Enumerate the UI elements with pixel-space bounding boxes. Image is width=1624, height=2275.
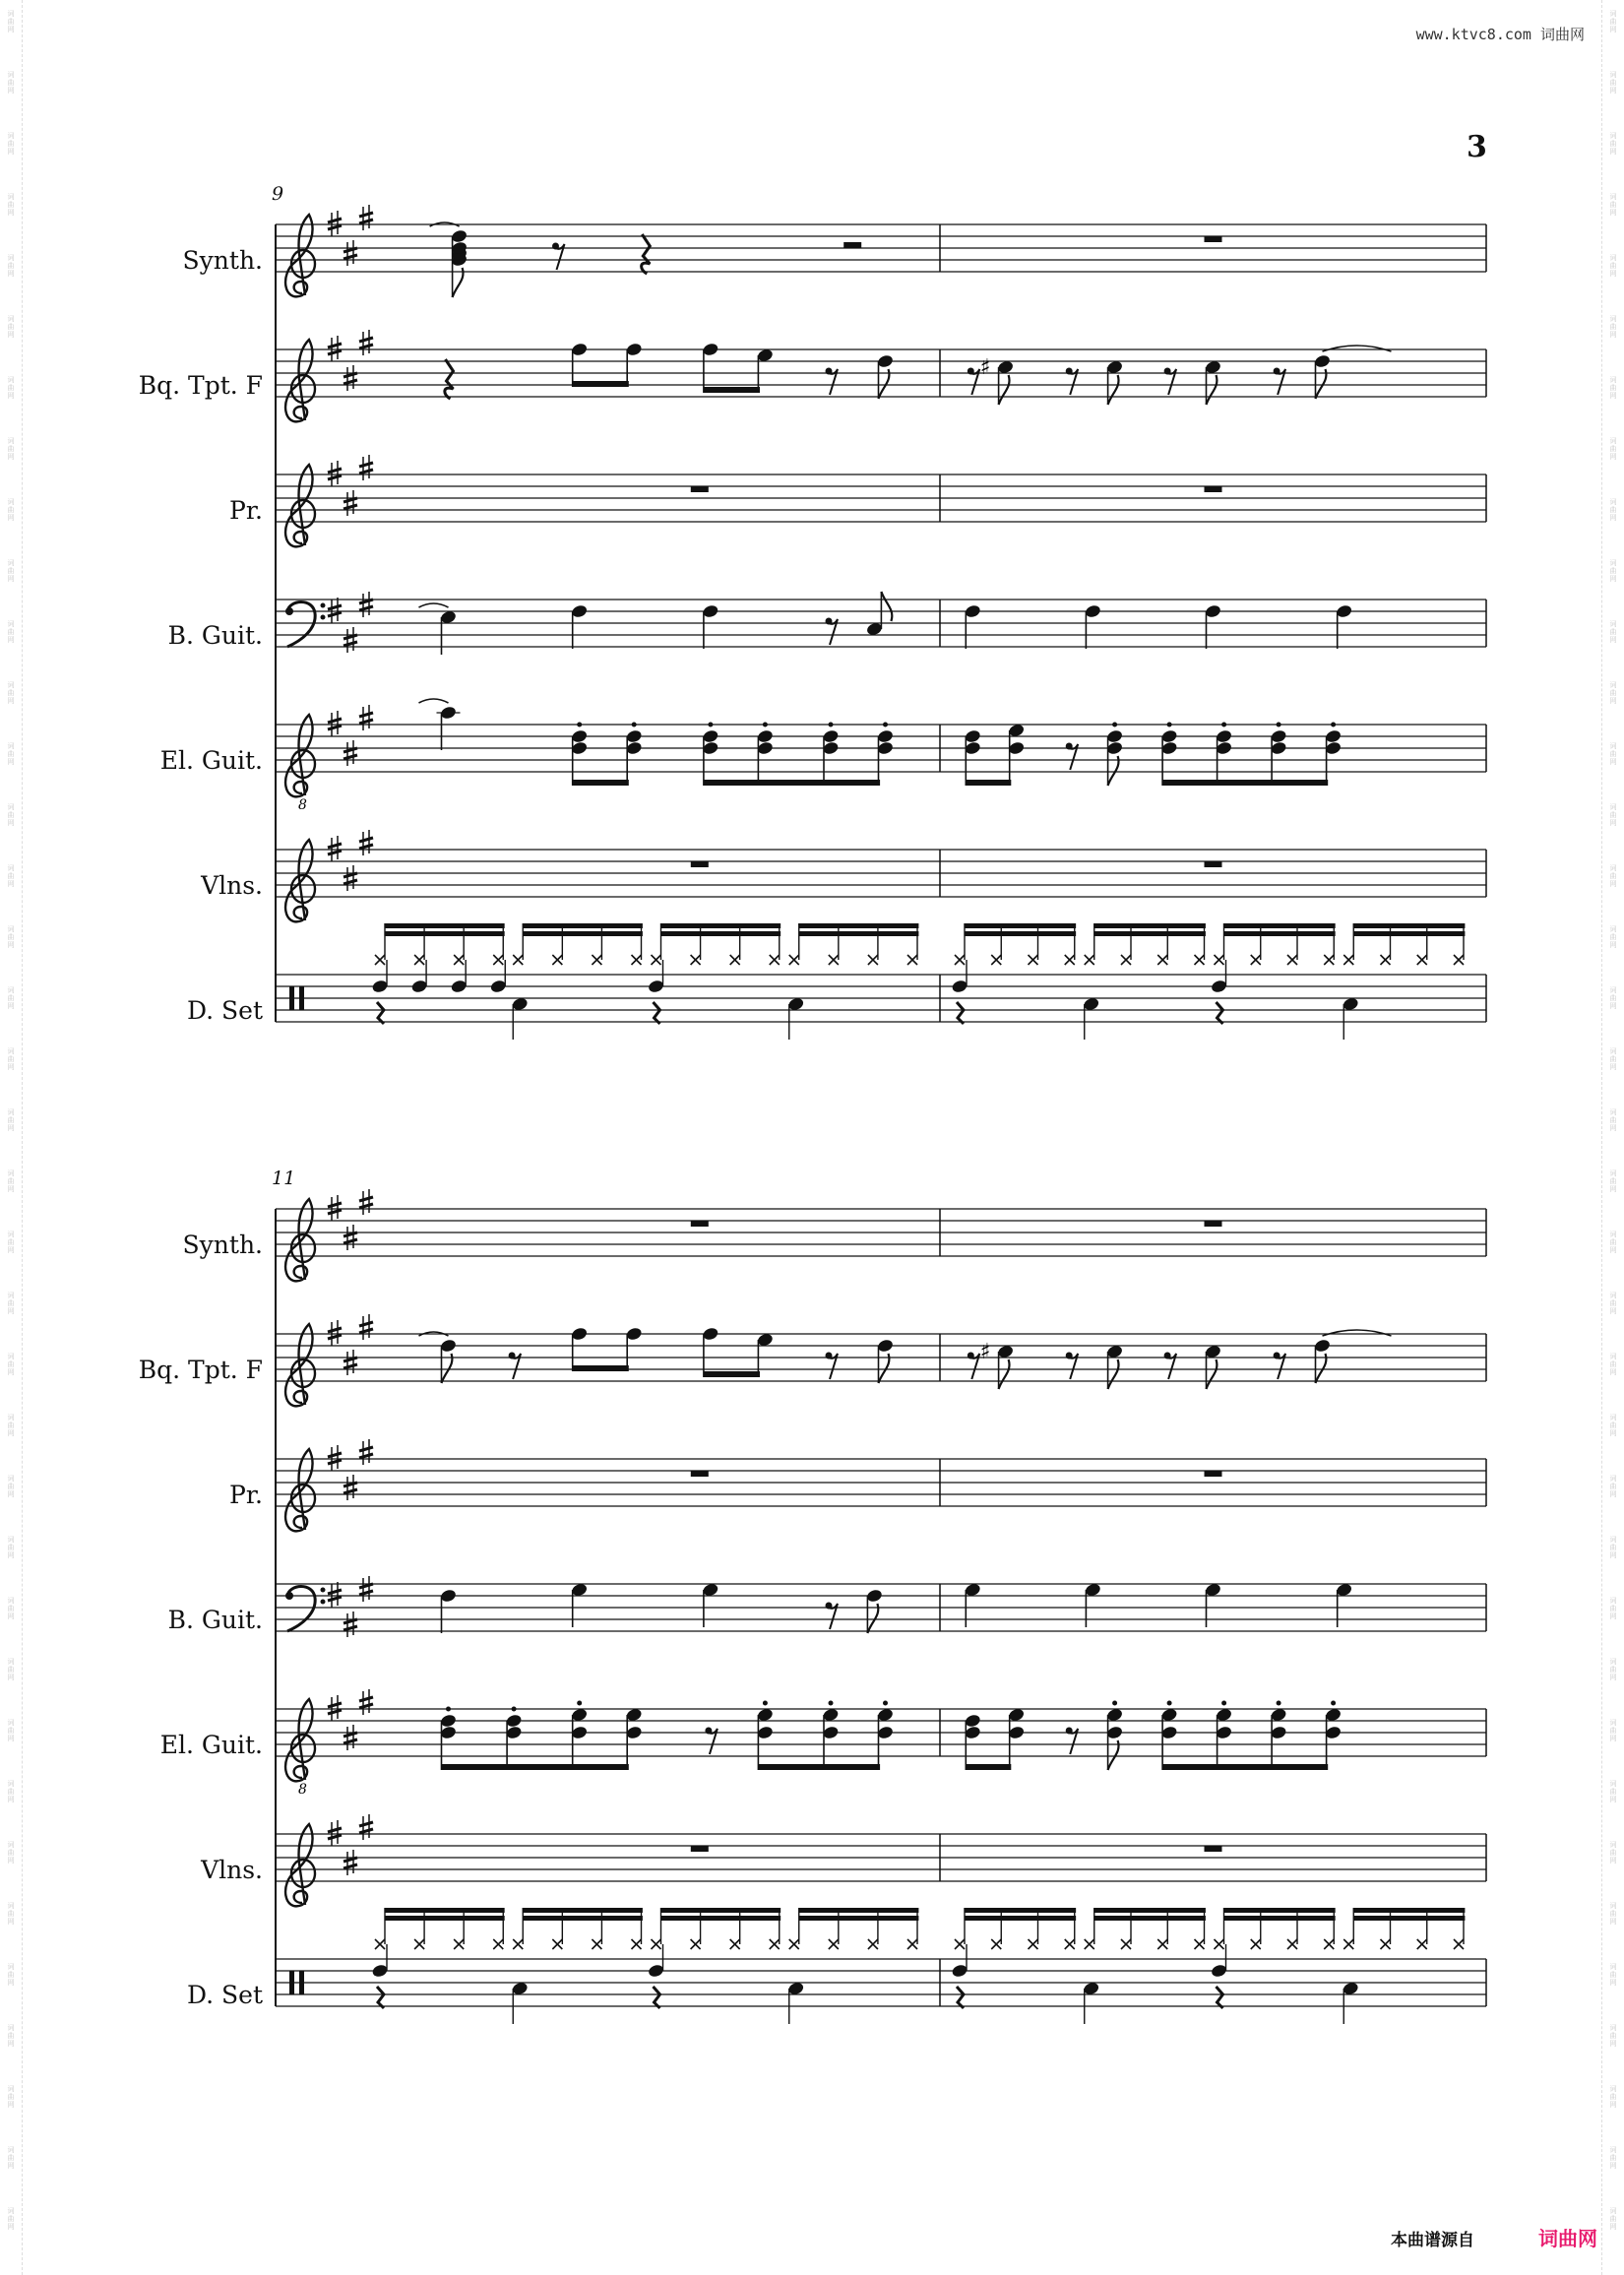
watermark-mark: 词 曲 网 [1609,315,1617,339]
staff-pr [0,474,1624,583]
chord [702,723,719,787]
note [702,1582,719,1627]
key-signature [328,1689,373,1750]
staff-b-guit [0,600,1624,708]
chord [756,723,774,787]
rest-8 [826,618,839,646]
beam [573,1365,629,1371]
key-signature [328,455,373,516]
watermark-mark: 词 曲 网 [7,193,15,217]
watermark-mark: 词 曲 网 [1609,1536,1617,1559]
rest-8 [1274,368,1286,396]
chord [756,1701,774,1771]
beam [704,1371,760,1377]
treble-clef-icon [285,1199,315,1281]
bass-clef-icon [285,602,326,648]
note [571,1326,589,1371]
rest-8 [1066,743,1079,771]
rest-1 [691,1221,709,1227]
watermark-mark: 词 曲 网 [7,620,15,644]
rest-1 [691,861,709,867]
footer-source-text: 本曲谱源自 [1391,2231,1474,2250]
instrument-label: Pr. [229,1481,263,1509]
key-signature [328,830,373,891]
rest-1 [1205,1846,1222,1852]
instrument-label: Vlns. [201,871,263,900]
staff-bq-tpt-f [0,1334,1624,1442]
rest-1 [1205,1471,1222,1477]
beam [1162,1764,1328,1770]
chord [625,723,643,787]
watermark-mark: 词 曲 网 [1609,864,1617,888]
staff-el-guit [0,725,1624,833]
watermark-mark: 词 曲 网 [7,376,15,400]
watermark-mark: 词 曲 网 [7,1475,15,1498]
chord [571,1701,589,1771]
watermark-mark: 词 曲 网 [1609,1108,1617,1132]
treble-clef-icon [285,1824,315,1906]
bass-clef-icon [285,1587,326,1632]
watermark-mark: 词 曲 网 [1609,620,1617,644]
watermark-mark: 词 曲 网 [1609,559,1617,583]
watermark-mark: 词 曲 网 [1609,1475,1617,1498]
staff-notation [0,1834,1624,1893]
watermark-mark: 词 曲 网 [1609,1963,1617,1987]
note [1205,603,1222,649]
chord [1160,1701,1178,1771]
watermark-mark: 词 曲 网 [7,10,15,33]
watermark-mark: 词 曲 网 [1609,2085,1617,2109]
watermark-mark: 词 曲 网 [7,1292,15,1315]
watermark-mark: 词 曲 网 [7,2085,15,2109]
rest-8 [1164,368,1177,396]
watermark-mark: 词 曲 网 [7,132,15,156]
staff-pr [0,1459,1624,1567]
watermark-mark: 词 曲 网 [1609,2024,1617,2048]
instrument-label: Bq. Tpt. F [138,1356,263,1384]
note [1084,603,1101,649]
note [702,603,719,649]
treble-clef-icon [285,1324,315,1406]
chord [877,1701,895,1771]
beam [573,381,629,387]
note [571,342,589,387]
svg-text:♯: ♯ [979,355,991,380]
watermark-mark: 词 曲 网 [1609,1353,1617,1376]
instrument-label: D. Set [186,1981,263,2009]
watermark-mark: 词 曲 网 [7,1597,15,1620]
rest-8 [826,1603,839,1630]
chord [1160,723,1178,787]
chord [1008,1707,1026,1770]
watermark-mark: 词 曲 网 [1609,1597,1617,1620]
instrument-label: Bq. Tpt. F [138,371,263,400]
rest-2 [843,242,861,248]
system-bracket [275,224,277,1022]
key-signature [328,1576,373,1637]
watermark-mark: 词 曲 网 [1609,1231,1617,1254]
chord [1008,723,1026,786]
watermark-mark: 词 曲 网 [1609,193,1617,217]
watermark-mark: 词 曲 网 [7,1719,15,1742]
staff-d-set [0,975,1624,1083]
rest-8 [826,368,839,396]
watermark-mark: 词 曲 网 [7,2146,15,2170]
chord [822,1701,840,1771]
staff-synth [0,224,1624,333]
instrument-label: El. Guit. [159,1731,263,1759]
instrument-label: Vlns. [201,1856,263,1884]
key-signature [328,705,373,766]
note [440,1588,458,1633]
instrument-label: Pr. [229,496,263,525]
rest-8 [1066,1353,1079,1380]
watermark-mark: 词 曲 网 [7,864,15,888]
watermark-mark: 词 曲 网 [1609,681,1617,705]
watermark-mark: 词 曲 网 [7,1353,15,1376]
treble-clef-icon [285,465,315,546]
watermark-mark: 词 曲 网 [7,925,15,949]
rest-1 [1205,861,1222,867]
watermark-mark: 词 曲 网 [1609,1902,1617,1926]
watermark-mark: 词 曲 网 [1609,1292,1617,1315]
instrument-label: B. Guit. [167,621,263,650]
watermark-mark: 词 曲 网 [7,1108,15,1132]
rest-8 [1164,1353,1177,1380]
watermark-mark: 词 曲 网 [7,1963,15,1987]
staff-notation [0,1334,1624,1393]
watermark-mark: 词 曲 网 [7,742,15,766]
rest-8 [1066,1728,1079,1755]
watermark-mark: 词 曲 网 [7,1902,15,1926]
header-url: www.ktvc8.com 词曲网 [1415,26,1585,43]
staff-notation [0,1459,1624,1518]
watermark-mark: 词 曲 网 [1609,986,1617,1010]
staff-d-set [0,1959,1624,2067]
watermark-mark: 词 曲 网 [1609,925,1617,949]
treble-clef-icon [285,1449,315,1531]
note [625,342,643,387]
instrument-label: El. Guit. [159,746,263,775]
note [1106,359,1124,405]
chord [877,723,895,787]
chord [1270,723,1287,787]
staff-b-guit [0,1584,1624,1692]
note [1336,603,1353,649]
rest-8 [552,243,565,271]
key-signature [328,1189,373,1250]
staff-el-guit [0,1709,1624,1817]
note [1336,1582,1353,1627]
watermark-mark: 词 曲 网 [1609,132,1617,156]
staff-notation [0,474,1624,534]
rest-1 [1205,236,1222,242]
staff-notation [0,725,1624,813]
note [877,1338,895,1383]
staff-notation [0,975,1624,1034]
chord [1106,723,1124,787]
note [1205,359,1222,405]
watermark-mark: 词 曲 网 [7,498,15,522]
beam [966,780,1011,786]
note [756,348,774,393]
treble-clef-icon [285,215,315,296]
watermark-mark: 词 曲 网 [1609,803,1617,827]
rest-8 [1274,1353,1286,1380]
staff-vlns [0,850,1624,958]
chord [964,1713,981,1770]
beam [966,1764,1011,1770]
svg-text:8: 8 [298,797,307,813]
key-signature [328,1814,373,1875]
note [571,1582,589,1627]
chord [625,1707,643,1770]
beam [758,1764,880,1770]
watermark-mark: 词 曲 网 [1609,498,1617,522]
staff-notation [0,349,1624,409]
chord [1216,1701,1233,1771]
instrument-label: D. Set [186,996,263,1025]
chord [1106,1701,1124,1771]
note [964,1582,981,1627]
note [702,1326,719,1371]
watermark-mark: 词 曲 网 [7,559,15,583]
rest-8 [1066,368,1079,396]
rest-1 [691,486,709,492]
watermark-mark: 词 曲 网 [1609,10,1617,33]
watermark-mark: 词 曲 网 [7,2207,15,2231]
beam [704,387,760,393]
note [1084,1582,1101,1627]
note [625,1326,643,1371]
watermark-mark: 词 曲 网 [7,437,15,461]
treble-clef-icon [285,715,315,813]
watermark-mark: 词 曲 网 [1609,1047,1617,1071]
watermark-mark: 词 曲 网 [1609,437,1617,461]
watermark-mark: 词 曲 网 [7,986,15,1010]
rest-1 [1205,1221,1222,1227]
svg-text:8: 8 [298,1782,307,1798]
rest-1 [1205,486,1222,492]
staff-notation [0,1959,1624,2018]
note [865,592,892,637]
watermark-mark: 词 曲 网 [1609,2207,1617,2231]
watermark-mark: 词 曲 网 [1609,742,1617,766]
staff-notation [0,224,1624,284]
key-signature [328,1439,373,1500]
note [877,353,895,399]
key-signature [328,1314,373,1375]
staff-notation [0,600,1624,659]
note [1205,1582,1222,1627]
watermark-mark: 词 曲 网 [1609,1414,1617,1437]
instrument-label: Synth. [182,246,263,275]
watermark-mark: 词 曲 网 [1609,2146,1617,2170]
note [1205,1344,1222,1389]
chord [1270,1701,1287,1771]
watermark-mark: 词 曲 网 [7,1047,15,1071]
key-signature [328,205,373,266]
note [865,1588,883,1633]
watermark-mark: 词 曲 网 [7,1841,15,1864]
watermark-mark: 词 曲 网 [1609,1719,1617,1742]
instrument-label: B. Guit. [167,1606,263,1634]
watermark-mark: 词 曲 网 [7,1780,15,1803]
rest-4 [445,359,454,399]
watermark-mark: 词 曲 网 [7,254,15,278]
system-bracket [275,1209,277,2006]
watermark-mark: 词 曲 网 [7,2024,15,2048]
watermark-mark: 词 曲 网 [7,1231,15,1254]
chord [1325,1701,1343,1771]
chord [1216,723,1233,787]
instrument-label: Synth. [182,1231,263,1259]
staff-notation [0,850,1624,909]
chord [505,1707,523,1771]
treble-clef-icon [285,840,315,921]
beam [573,780,629,786]
chord [1325,723,1343,787]
watermark-mark: 词 曲 网 [7,315,15,339]
note [1106,1344,1124,1389]
page-number: 3 [1467,130,1487,164]
rest-8 [968,1353,980,1380]
watermark-mark: 词 曲 网 [7,1414,15,1437]
treble-clef-icon [285,340,315,421]
note [756,1332,774,1377]
rest-8 [826,1353,839,1380]
rest-1 [691,1846,709,1852]
watermark-mark: 词 曲 网 [7,1536,15,1559]
rest-8 [705,1728,718,1755]
rest-1 [691,1471,709,1477]
key-signature [328,330,373,391]
watermark-mark: 词 曲 网 [7,71,15,95]
chord [440,1707,458,1771]
watermark-mark: 词 曲 网 [1609,254,1617,278]
beam [704,780,880,786]
watermark-mark: 词 曲 网 [1609,71,1617,95]
watermark-mark: 词 曲 网 [7,1169,15,1193]
measure-number: 9 [272,183,284,205]
rest-8 [968,368,980,396]
note [1314,1330,1392,1383]
rest-8 [509,1353,522,1380]
key-signature [328,592,373,653]
chord [822,723,840,787]
watermark-mark: 词 曲 网 [7,803,15,827]
watermark-mark: 词 曲 网 [1609,1841,1617,1864]
watermark-mark: 词 曲 网 [7,681,15,705]
treble-clef-icon [285,1699,315,1798]
staff-vlns [0,1834,1624,1942]
note [1314,346,1392,399]
beam [442,1764,629,1770]
chord [964,728,981,786]
staff-bq-tpt-f [0,349,1624,458]
watermark-mark: 词 曲 网 [1609,1780,1617,1803]
measure-number: 11 [272,1168,296,1189]
svg-text:♯: ♯ [979,1340,991,1364]
note [964,603,981,649]
rest-4 [642,234,651,274]
watermark-mark: 词 曲 网 [1609,1169,1617,1193]
staff-notation [0,1584,1624,1643]
note [571,603,589,649]
chord [571,723,589,787]
note [702,342,719,387]
watermark-mark: 词 曲 网 [1609,1658,1617,1681]
watermark-mark: 词 曲 网 [1609,376,1617,400]
watermark-mark: 词 曲 网 [7,1658,15,1681]
staff-synth [0,1209,1624,1317]
staff-notation [0,1209,1624,1268]
beam [1162,780,1328,786]
footer-brand-logo: 词曲网 [1538,2227,1597,2250]
